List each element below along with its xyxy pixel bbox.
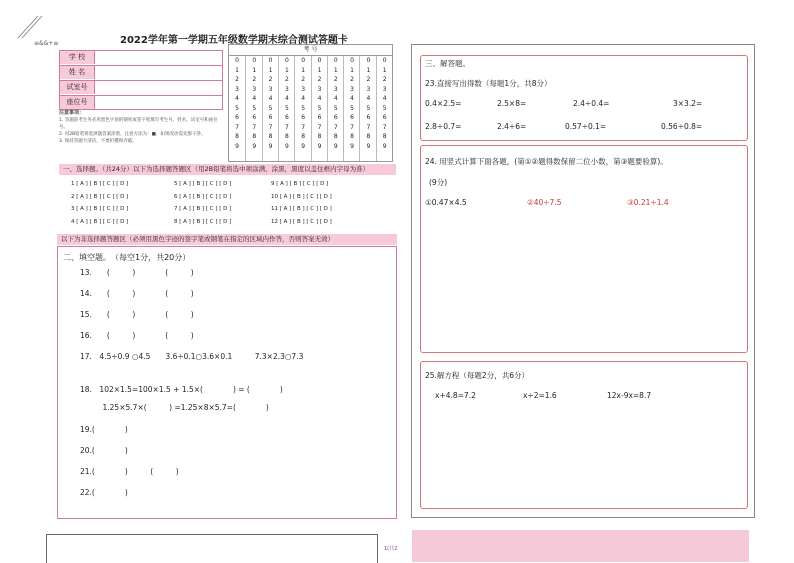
fill-in-line[interactable]: 19.( ): [80, 425, 128, 434]
exam-digit[interactable]: 7: [268, 123, 273, 131]
info-row-name[interactable]: [60, 65, 222, 79]
q25-item: x÷2=1.6: [523, 391, 557, 400]
exam-digit[interactable]: 8: [333, 133, 338, 140]
exam-digit-column[interactable]: [245, 56, 262, 161]
exam-digit[interactable]: 4: [350, 95, 354, 102]
exam-digit-column[interactable]: [294, 56, 311, 161]
exam-digit[interactable]: 0: [284, 57, 289, 64]
exam-digit[interactable]: 7: [350, 123, 354, 131]
q25-item: 12x-9x=8.7: [607, 391, 652, 400]
choice-question[interactable]: 12 [ A ] [ B ] [ C ] [ D ]: [271, 218, 332, 225]
exam-digit[interactable]: 3: [301, 85, 306, 93]
next-page-banner: [412, 530, 749, 562]
fill-in-line[interactable]: 15. ( ) ( ): [80, 310, 194, 319]
exam-digit[interactable]: 1: [333, 66, 338, 74]
exam-digit[interactable]: 8: [317, 133, 322, 140]
exam-digit[interactable]: 5: [333, 104, 338, 112]
q24-title: 24. 用竖式计算下面各题，(第①②题得数保留二位小数，第③题要验算)。: [425, 157, 668, 166]
exam-digit[interactable]: 0: [301, 57, 306, 64]
exam-digit[interactable]: 2: [333, 76, 338, 83]
exam-digit[interactable]: 6: [235, 114, 239, 121]
exam-digit[interactable]: 4: [301, 95, 306, 102]
exam-digit[interactable]: 4: [333, 95, 338, 102]
exam-digit[interactable]: 7: [317, 123, 322, 131]
exam-digit[interactable]: 1: [301, 66, 306, 74]
exam-digit[interactable]: 1: [366, 66, 371, 74]
exam-digit[interactable]: 7: [252, 123, 257, 131]
choice-question[interactable]: 8 [ A ] [ B ] [ C ] [ D ]: [174, 218, 232, 225]
exam-digit[interactable]: 5: [268, 104, 273, 112]
choice-question[interactable]: 9 [ A ] [ B ] [ C ] [ D ]: [271, 181, 329, 187]
choice-question[interactable]: 3 [ A ] [ B ] [ C ] [ D ]: [71, 206, 129, 212]
exam-digit[interactable]: 2: [382, 76, 387, 83]
exam-digit[interactable]: 3: [284, 85, 289, 93]
exam-digit[interactable]: 5: [317, 104, 322, 112]
exam-digit-column[interactable]: [327, 56, 344, 161]
exam-digit-column[interactable]: [359, 56, 376, 161]
q23-item: 2.5×8=: [497, 99, 527, 108]
exam-digit[interactable]: 9: [235, 142, 239, 150]
exam-digit[interactable]: 1: [252, 66, 257, 74]
notes-title: 注意事项：: [59, 110, 85, 116]
exam-digit[interactable]: 3: [317, 85, 322, 93]
exam-digit[interactable]: 7: [382, 123, 387, 131]
fill-in-line[interactable]: 14. ( ) ( ): [80, 289, 194, 298]
exam-digit[interactable]: 4: [382, 95, 387, 102]
exam-digit[interactable]: 7: [301, 123, 306, 131]
exam-digit[interactable]: 2: [301, 76, 306, 83]
exam-digit[interactable]: 8: [366, 133, 371, 140]
exam-digit[interactable]: 5: [350, 104, 354, 112]
exam-digit[interactable]: 4: [268, 95, 273, 102]
next-page-box: [46, 534, 378, 563]
exam-digit[interactable]: 9: [333, 142, 338, 150]
exam-digit[interactable]: 7: [284, 123, 289, 131]
exam-digit[interactable]: 5: [382, 104, 387, 112]
exam-digit[interactable]: 9: [301, 142, 306, 150]
info-row-seat[interactable]: [60, 95, 222, 109]
exam-digit[interactable]: 1: [382, 66, 387, 74]
notes-line: 1. 答题前考生务必用黑色字迹的钢笔或签字笔填写考生号、姓名、试室号和座位号。: [59, 118, 218, 130]
exam-digit-column[interactable]: [311, 56, 328, 161]
exam-digit[interactable]: 3: [366, 85, 371, 93]
exam-digit[interactable]: 8: [235, 133, 239, 140]
exam-digit[interactable]: 0: [333, 57, 338, 64]
exam-digit[interactable]: 0: [252, 57, 257, 64]
fill-in-line[interactable]: 1.25×5.7×( ) =1.25×8×5.7=( ): [80, 403, 269, 412]
q23-item: 3×3.2=: [673, 99, 703, 108]
corner-marks: [4, 14, 44, 40]
exam-digit[interactable]: 5: [235, 104, 239, 112]
choice-question[interactable]: 7 [ A ] [ B ] [ C ] [ D ]: [174, 206, 232, 212]
exam-digit[interactable]: 0: [317, 57, 322, 64]
q23-box[interactable]: [420, 55, 748, 141]
exam-digit[interactable]: 8: [301, 133, 306, 140]
exam-digit[interactable]: 2: [317, 76, 322, 83]
exam-digit-column[interactable]: [343, 56, 360, 161]
exam-digit[interactable]: 6: [252, 114, 257, 121]
q24-points: (9分): [429, 178, 448, 187]
exam-digit[interactable]: 1: [284, 66, 289, 74]
exam-digit[interactable]: 1: [235, 66, 239, 74]
q23-item: 0.4×2.5=: [425, 99, 462, 108]
exam-digit[interactable]: 6: [284, 114, 289, 121]
exam-digit[interactable]: 5: [301, 104, 306, 112]
fill-in-line[interactable]: 20.( ): [80, 446, 128, 455]
exam-digit[interactable]: 2: [252, 76, 257, 83]
exam-digit[interactable]: 8: [268, 133, 273, 140]
exam-digit[interactable]: 3: [333, 85, 338, 93]
choice-question[interactable]: 4 [ A ] [ B ] [ C ] [ D ]: [71, 218, 129, 225]
info-row-school[interactable]: [60, 51, 222, 64]
exam-digit[interactable]: 0: [382, 57, 387, 64]
exam-digit[interactable]: 5: [252, 104, 257, 112]
q24-item: ①0.47×4.5: [425, 198, 467, 207]
info-label: 座位号: [60, 96, 95, 109]
exam-digit[interactable]: 6: [333, 114, 338, 121]
exam-digit[interactable]: 3: [235, 85, 239, 93]
exam-digit[interactable]: 1: [268, 66, 273, 74]
exam-digit[interactable]: 9: [268, 142, 273, 150]
choice-area: [59, 177, 392, 231]
exam-digit[interactable]: 2: [366, 76, 371, 83]
exam-digit[interactable]: 9: [382, 142, 387, 150]
page-title: 2022学年第一学期五年级数学期末综合测试答题卡: [120, 35, 348, 46]
q23-item: 0.57÷0.1=: [565, 122, 607, 131]
q23-item: 2.4÷0.4=: [573, 99, 610, 108]
choice-question[interactable]: 1 [ A ] [ B ] [ C ] [ D ]: [71, 181, 129, 187]
notes-line: 3. 保持答题卡清洁，不要折叠和弄破。: [59, 139, 137, 144]
exam-digit[interactable]: 1: [350, 66, 354, 74]
q23-title: 23.直接写出得数（每题1分，共8分）: [425, 79, 552, 88]
notes-line: 2. 用2B铅笔将选择题答案涂黑，注意方法为：■，如果改动需先擦干净。: [59, 132, 206, 137]
fill-in-line[interactable]: 22.( ): [80, 488, 128, 497]
exam-digit[interactable]: 0: [235, 57, 239, 64]
exam-digit[interactable]: 8: [350, 133, 354, 140]
q24-item: ②40÷7.5: [527, 198, 562, 207]
exam-digit[interactable]: 6: [366, 114, 371, 121]
exam-digit[interactable]: 7: [333, 123, 338, 131]
q24-box[interactable]: [420, 145, 748, 353]
exam-digit[interactable]: 3: [350, 85, 354, 93]
q25-item: x+4.8=7.2: [435, 391, 476, 400]
exam-digit[interactable]: 6: [301, 114, 306, 121]
fill-in-line[interactable]: 13. ( ) ( ): [80, 268, 194, 277]
exam-digit[interactable]: 6: [350, 114, 354, 121]
exam-digit[interactable]: 9: [252, 142, 257, 150]
student-info-table: [59, 50, 223, 110]
q25-title: 25.解方程（每题2分，共6分）: [425, 371, 529, 380]
exam-digit[interactable]: 6: [268, 114, 273, 121]
info-label: 试室号: [60, 81, 95, 94]
exam-digit[interactable]: 3: [268, 85, 273, 93]
q24-item: ③0.21÷1.4: [627, 198, 669, 207]
exam-digit-column[interactable]: [229, 56, 245, 161]
exam-digit[interactable]: 9: [350, 142, 354, 150]
info-label: 姓 名: [60, 66, 95, 79]
exam-digit[interactable]: 7: [235, 123, 239, 131]
exam-digit[interactable]: 7: [366, 123, 371, 131]
notes-block: [59, 110, 223, 160]
fill-in-title: 二、填空题。 （每空1分，共20分）: [63, 253, 191, 262]
exam-digit[interactable]: 9: [284, 142, 289, 150]
exam-digit[interactable]: 3: [252, 85, 257, 93]
nonchoice-banner: 以下为非选择题答题区（必须用黑色字迹的签字笔或钢笔在指定的区域内作答，否则答案无效）: [57, 234, 397, 245]
exam-digit[interactable]: 9: [366, 142, 371, 150]
choice-question[interactable]: 5 [ A ] [ B ] [ C ] [ D ]: [174, 181, 232, 187]
exam-number-grid: [228, 44, 393, 162]
exam-digit[interactable]: 5: [284, 104, 289, 112]
exam-digit[interactable]: 6: [382, 114, 387, 121]
exam-digit[interactable]: 8: [252, 133, 257, 140]
exam-digit[interactable]: 1: [317, 66, 322, 74]
exam-digit[interactable]: 4: [317, 95, 322, 102]
exam-digit[interactable]: 9: [317, 142, 322, 150]
fill-in-section: [57, 246, 397, 519]
exam-digit[interactable]: 5: [366, 104, 371, 112]
exam-digit[interactable]: 4: [284, 95, 289, 102]
choice-question[interactable]: 6 [ A ] [ B ] [ C ] [ D ]: [174, 193, 232, 200]
choice-banner: 一、选择题。（共24分）以下为选择题答题区（用2B铅笔将选中项涂满、涂黑，黑度以盖住框内字母为准）: [59, 164, 396, 175]
exam-digit-column[interactable]: [278, 56, 295, 161]
fill-in-line[interactable]: 17. 4.5÷0.9 ○4.5 3.6÷0.1○3.6×0.1 7.3×2.3○7.3: [80, 352, 304, 361]
fill-in-line[interactable]: 16. ( ) ( ): [80, 331, 194, 340]
q23-item: 2.8÷0.7=: [425, 122, 462, 131]
exam-digit[interactable]: 4: [366, 95, 371, 102]
choice-question[interactable]: 10 [ A ] [ B ] [ C ] [ D ]: [271, 193, 332, 200]
page-tag: 1(共2: [384, 546, 398, 552]
exam-digit[interactable]: 8: [284, 133, 289, 140]
q25-box[interactable]: [420, 361, 748, 509]
q23-item: 0.56÷0.8=: [661, 122, 703, 131]
exam-digit[interactable]: 0: [350, 57, 354, 64]
exam-digit[interactable]: 6: [317, 114, 322, 121]
choice-question[interactable]: 2 [ A ] [ B ] [ C ] [ D ]: [71, 193, 129, 200]
answer-column: [411, 44, 755, 518]
exam-digit-column[interactable]: [262, 56, 279, 161]
section3-title: 三、解答题。: [425, 59, 470, 68]
info-label: 学 校: [60, 51, 95, 64]
exam-digit[interactable]: 2: [268, 76, 273, 83]
exam-digit[interactable]: 2: [235, 76, 239, 83]
exam-digit[interactable]: 0: [268, 57, 273, 64]
exam-digit[interactable]: 2: [284, 76, 289, 83]
choice-question[interactable]: 11 [ A ] [ B ] [ C ] [ D ]: [271, 206, 332, 212]
exam-digit-column[interactable]: [376, 56, 393, 161]
exam-digit[interactable]: 4: [252, 95, 257, 102]
exam-digit[interactable]: 8: [382, 133, 387, 140]
exam-digit[interactable]: 3: [382, 85, 387, 93]
fill-in-line[interactable]: 21.( ) ( ): [80, 467, 179, 476]
info-row-room[interactable]: [60, 80, 222, 94]
exam-digit[interactable]: 0: [366, 57, 371, 64]
exam-digit[interactable]: 4: [235, 95, 239, 102]
fill-in-line[interactable]: 18. 102×1.5=100×1.5 + 1.5×( ) = ( ): [80, 385, 283, 394]
exam-digit[interactable]: 2: [350, 76, 354, 83]
q23-item: 2.4÷6=: [497, 122, 527, 131]
exam-number-header: 考 号: [229, 45, 392, 56]
header-marks: ≡&&+≡: [34, 40, 59, 47]
